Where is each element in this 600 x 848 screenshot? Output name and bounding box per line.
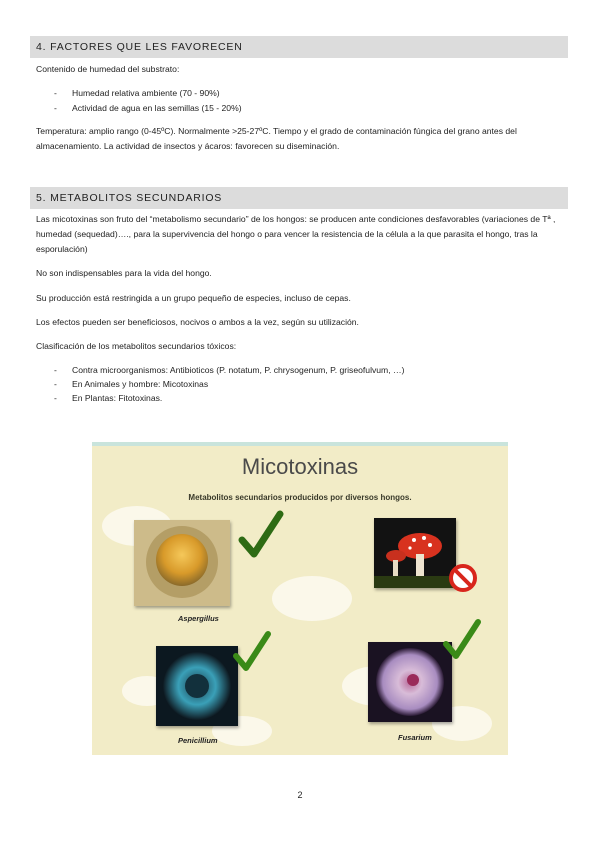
section-5-heading: 5. METABOLITOS SECUNDARIOS (30, 187, 568, 209)
amanita-photo (374, 518, 456, 588)
aspergillus-caption: Aspergillus (178, 614, 219, 623)
slide-title: Micotoxinas (241, 454, 359, 479)
penicillium-caption: Penicillium (178, 736, 218, 745)
checkmark-icon (238, 510, 284, 560)
humidity-intro: Contenido de humedad del substrato: (36, 64, 180, 74)
list-item: - En Plantas: Fitotoxinas. (54, 393, 163, 403)
penicillium-colony-icon (156, 646, 238, 726)
mushroom-icon (374, 518, 456, 588)
aspergillus-photo (134, 520, 230, 606)
paragraph-4: Los efectos pueden ser beneficiosos, nocivos o ambos a la vez, según su utilización. (36, 317, 359, 327)
fusarium-colony-icon (368, 642, 452, 722)
prohibited-icon (449, 564, 477, 592)
paragraph-2: No son indispensables para la vida del hongo. (36, 268, 212, 278)
fusarium-photo (368, 642, 452, 722)
mycotoxins-slide (92, 442, 508, 755)
paragraph-1: Las micotoxinas son fruto del “metabolismo secundario” de los hongos: se producen ante condiciones desfavorables (variaciones de Tª , humedad (sequedad)…., para la supervivencia del hongo o para vencer la resistencia de la célula a la que parasita el hongo, tras la esporulación) (36, 214, 556, 254)
fusarium-caption: Fusarium (398, 733, 432, 742)
checkmark-icon (232, 630, 272, 674)
checkmark-icon (442, 618, 482, 662)
paragraph-3: Su producción está restringida a un grupo pequeño de especies, incluso de cepas. (36, 293, 351, 303)
page-number: 2 (297, 790, 303, 800)
list-item: - Actividad de agua en las semillas (15 - 20%) (54, 103, 242, 113)
section-4-heading: 4. FACTORES QUE LES FAVORECEN (30, 36, 568, 58)
list-item: - Contra microorganismos: Antibioticos (P. notatum, P. chrysogenum, P. griseofulvum, …) (54, 365, 405, 375)
list-item: - Humedad relativa ambiente (70 - 90%) (54, 88, 220, 98)
aspergillus-colony-icon (134, 520, 230, 606)
temperature-paragraph: Temperatura: amplio rango (0-45ºC). Normalmente >25-27ºC. Tiempo y el grado de contaminación fúngica del grano antes del almacenamiento. La actividad de insectos y ácaros: favorecen su diseminación. (36, 126, 517, 151)
list-item: - En Animales y hombre: Micotoxinas (54, 379, 209, 389)
paragraph-5: Clasificación de los metabolitos secundarios tóxicos: (36, 341, 237, 351)
slide-subtitle: Metabolitos secundarios producidos por diversos hongos. (188, 493, 412, 502)
penicillium-photo (156, 646, 238, 726)
